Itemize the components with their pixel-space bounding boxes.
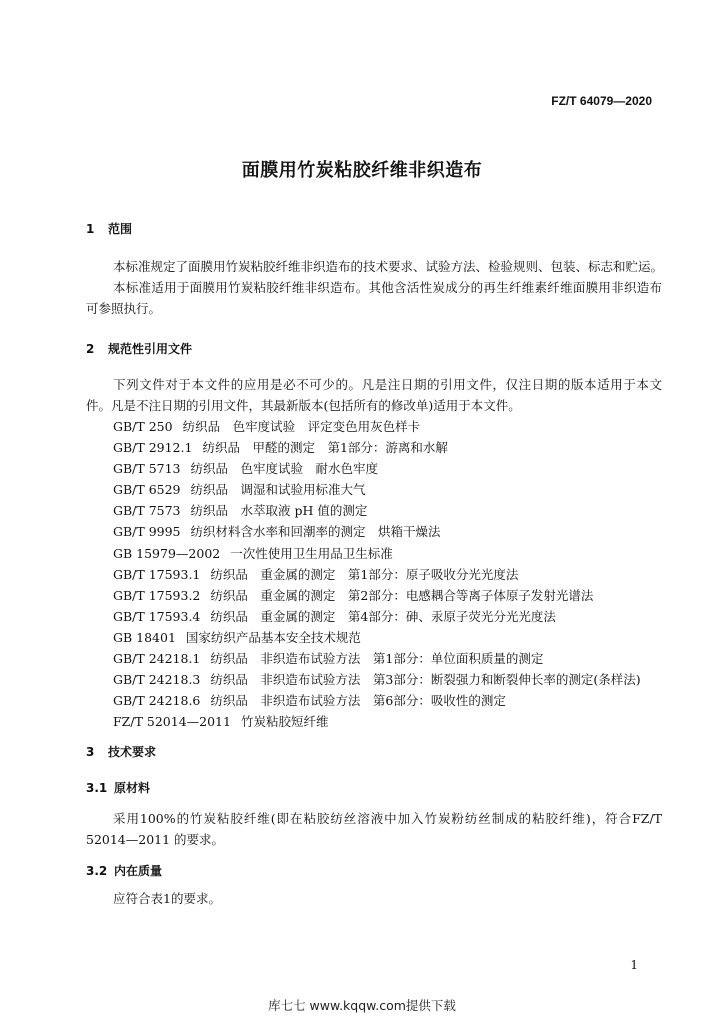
- reference-item: GB/T 17593.1 纺织品 重金属的测定 第1部分：原子吸收分光光度法: [113, 566, 519, 582]
- section-1-heading: [86, 220, 132, 237]
- section-2-heading: [86, 340, 192, 357]
- download-footer: 库七七 www.kqqw.com提供下载: [268, 998, 456, 1013]
- section-title: 技术要求: [108, 745, 157, 759]
- raw-material-paragraph: 采用100%的竹炭粘胶纤维(即在粘胶纺丝溶液中加入竹炭粉纺丝制成的粘胶纤维)，符合FZ/T 52014—2011 的要求。: [86, 811, 662, 847]
- reference-item: GB 15979—2002 一次性使用卫生用品卫生标准: [113, 545, 393, 561]
- section-title: 内在质量: [114, 864, 163, 878]
- page-number: 1: [630, 958, 638, 972]
- reference-item: FZ/T 52014—2011 竹炭粘胶短纤维: [113, 714, 329, 730]
- section-number: 3.2: [86, 864, 108, 878]
- reference-item: GB/T 24218.6 纺织品 非织造布试验方法 第6部分：吸收性的测定: [113, 693, 506, 709]
- section-title: 范围: [108, 222, 133, 236]
- reference-item: GB 18401 国家纺织产品基本安全技术规范: [113, 629, 361, 645]
- document-title: 面膜用竹炭粘胶纤维非织造布: [241, 160, 483, 181]
- section-3-2-heading: [86, 862, 162, 879]
- section-number: 3: [86, 745, 95, 759]
- intrinsic-quality-paragraph: 应符合表1的要求。: [113, 891, 221, 906]
- reference-item: GB/T 5713 纺织品 色牢度试验 耐水色牢度: [113, 461, 379, 477]
- reference-item: GB/T 17593.2 纺织品 重金属的测定 第2部分：电感耦合等离子体原子发射光谱法: [113, 587, 594, 603]
- scope-paragraph-2: 本标准适用于面膜用竹炭粘胶纤维非织造布。其他含活性炭成分的再生纤维素纤维面膜用非织造布可参照执行。: [86, 280, 662, 316]
- reference-item: GB/T 7573 纺织品 水萃取液 pH 值的测定: [113, 503, 368, 519]
- scope-paragraph-1: 本标准规定了面膜用竹炭粘胶纤维非织造布的技术要求、试验方法、检验规则、包装、标志和贮运。: [113, 259, 664, 274]
- section-number: 3.1: [86, 781, 108, 795]
- reference-item: GB/T 2912.1 纺织品 甲醛的测定 第1部分：游离和水解: [113, 440, 448, 456]
- normative-references-intro: 下列文件对于本文件的应用是必不可少的。凡是注日期的引用文件，仅注日期的版本适用于本文件。凡是不注日期的引用文件，其最新版本(包括所有的修改单)适用于本文件。: [86, 377, 662, 413]
- reference-item: GB/T 250 纺织品 色牢度试验 评定变色用灰色样卡: [113, 419, 421, 434]
- section-number: 1: [86, 222, 95, 236]
- section-3-heading: [86, 743, 156, 760]
- reference-item: GB/T 24218.1 纺织品 非织造布试验方法 第1部分：单位面积质量的测定: [113, 651, 544, 667]
- standard-code: FZ/T 64079—2020: [551, 94, 652, 108]
- reference-item: GB/T 24218.3 纺织品 非织造布试验方法 第3部分：断裂强力和断裂伸长率的测定(条样法): [113, 672, 641, 688]
- section-title: 原材料: [114, 781, 151, 795]
- reference-item: GB/T 9995 纺织材料含水率和回潮率的测定 烘箱干燥法: [113, 524, 441, 540]
- reference-list: [113, 416, 641, 732]
- section-3-1-heading: [86, 779, 150, 796]
- reference-item: GB/T 6529 纺织品 调湿和试验用标准大气: [113, 482, 366, 498]
- reference-item: GB/T 17593.4 纺织品 重金属的测定 第4部分：砷、汞原子荧光分光光度法: [113, 608, 556, 624]
- section-title: 规范性引用文件: [108, 342, 193, 356]
- section-number: 2: [86, 342, 95, 356]
